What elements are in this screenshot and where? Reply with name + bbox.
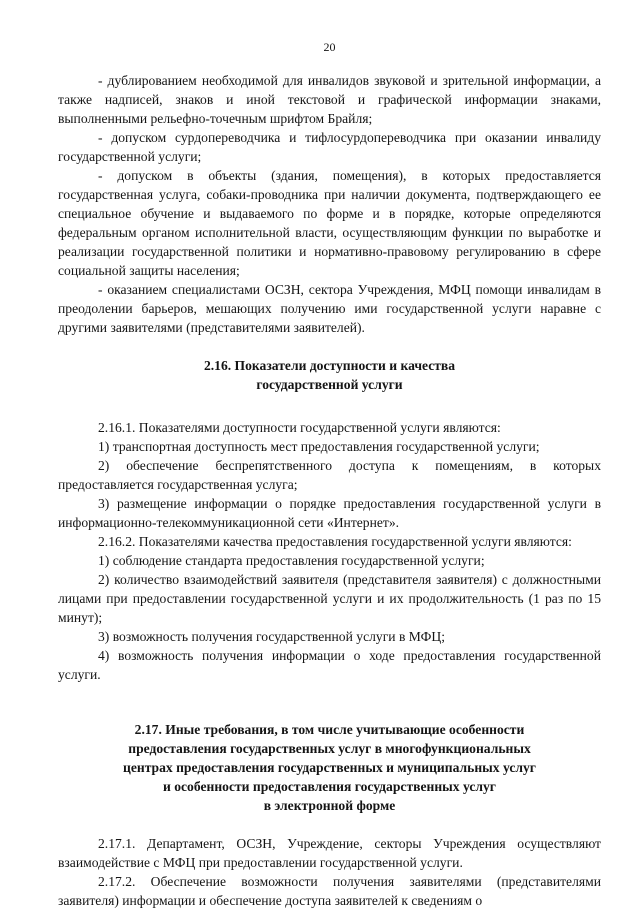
heading-line: предоставления государственных услуг в многофункциональных bbox=[128, 741, 531, 756]
heading-line: 2.16. Показатели доступности и качества bbox=[203, 358, 456, 373]
paragraph: 3) возможность получения государственной услуги в МФЦ; bbox=[98, 629, 445, 644]
heading-line: центрах предоставления государственных и муниципальных услуг bbox=[123, 760, 536, 775]
paragraph: 2.16.1. Показателями доступности государственной услуги являются: bbox=[98, 420, 501, 435]
document-page bbox=[58, 40, 601, 910]
page-number: 20 bbox=[323, 40, 336, 54]
heading-line: и особенности предоставления государственных услуг bbox=[163, 779, 496, 794]
paragraph: 2) обеспечение беспрепятственного доступа к помещениям, в которых предоставляется государственная услуга; bbox=[58, 458, 601, 492]
paragraph: 2.17.1. Департамент, ОСЗН, Учреждение, секторы Учреждения осуществляют взаимодействие с МФЦ при предоставлении государственной услуги. bbox=[58, 836, 601, 870]
heading-line: государственной услуги bbox=[256, 377, 403, 392]
paragraph: 4) возможность получения информации о ходе предоставления государственной услуги. bbox=[58, 648, 601, 682]
paragraph: 2.17.2. Обеспечение возможности получения заявителями (представителями заявителя) информации и обеспечение доступа заявителей к сведениям о bbox=[58, 874, 601, 908]
bullet-item: - допуском в объекты (здания, помещения), в которых предоставляется государственная услуга, собаки-проводника при наличии документа, подтверждающего ее специальное обучение и выдаваемого по форме и в порядке, которые определяются федеральным органом исполнительной власти, осуществляющим функции по выработке и реализации государственной политики и нормативно-правовому регулированию в сфере социальной защиты населения; bbox=[58, 168, 601, 278]
section-heading-2-17 bbox=[58, 720, 601, 815]
accessibility-bullets bbox=[58, 71, 601, 337]
paragraph: 2) количество взаимодействий заявителя (представителя заявителя) с должностными лицами при предоставлении государственной услуги и их продолжительность (1 раз по 15 минут); bbox=[58, 572, 601, 625]
heading-line: 2.17. Иные требования, в том числе учитывающие особенности bbox=[134, 722, 525, 737]
paragraph: 3) размещение информации о порядке предоставления государственной услуги в информационно-телекоммуникационной сети «Интернет». bbox=[58, 496, 601, 530]
paragraph: 1) соблюдение стандарта предоставления государственной услуги; bbox=[98, 553, 485, 568]
bullet-item: - допуском сурдопереводчика и тифлосурдопереводчика при оказании инвалиду государственной услуги; bbox=[58, 130, 601, 164]
section-2-17-body bbox=[58, 834, 601, 910]
bullet-item: - оказанием специалистами ОСЗН, сектора Учреждения, МФЦ помощи инвалидам в преодолении барьеров, мешающих получению ими государственной услуги наравне с другими заявителями (представителями заявителей). bbox=[58, 282, 601, 335]
section-2-16-body bbox=[58, 418, 601, 684]
section-heading-2-16 bbox=[58, 356, 601, 394]
paragraph: 1) транспортная доступность мест предоставления государственной услуги; bbox=[98, 439, 540, 454]
heading-line: в электронной форме bbox=[263, 798, 396, 813]
bullet-item: - дублированием необходимой для инвалидов звуковой и зрительной информации, а также надписей, знаков и иной текстовой и графической информации знаками, выполненными рельефно-точечным шрифтом Брайля; bbox=[58, 73, 601, 126]
paragraph: 2.16.2. Показателями качества предоставления государственной услуги являются: bbox=[98, 534, 572, 549]
